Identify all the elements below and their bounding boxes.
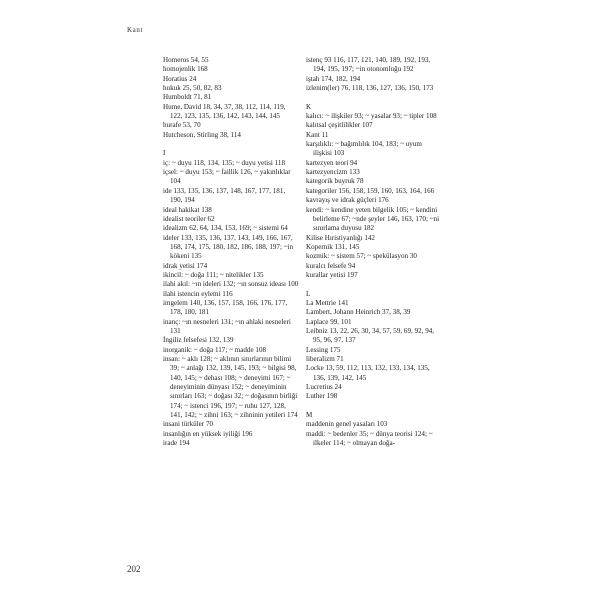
index-entry: karşılıklı: ~ bağımlılık 104, 183; ~ uyum ilişkisi 103 <box>306 140 422 158</box>
index-entry: insan: ~ aklı 128; ~ aklının sınırlarının bilimi 39; ~ anlağı 132, 139, 145, 193; ~ bilgisi 98, 140, 145; ~ dehası 108; ~ deneyimi 167; ~ deneyiminin dünyası 152; ~ deneyiminin sınırları 163; ~ doğası 32; ~ doğasının birliği 174; ~ istenci 196, 197; ~ ruhu 127, 128, 141, 142; ~ zihni 163; ~ zihninin yetileri 174 <box>163 355 298 420</box>
index-entry: ikincil: ~ doğa 111; ~ nitelikler 135 <box>163 270 264 279</box>
index-entry: Horatius 24 <box>163 74 197 83</box>
index-entry: insani türküler 70 <box>163 420 214 429</box>
index-entry: ide 133, 135, 136, 137, 148, 167, 177, 181, 190, 194 <box>163 186 286 205</box>
index-entry: Leibniz 13, 22, 26, 30, 34, 57, 59, 69, 92, 94, 95, 96, 97, 137 <box>306 326 435 345</box>
index-entry: iç: ~ duyu 118, 134, 135; ~ duyu yetisi 118 <box>163 158 286 167</box>
index-entry: kartezyen teori 94 <box>306 158 358 167</box>
index-entry: Lucretius 24 <box>306 383 342 392</box>
index-entry: hurafe 53, 70 <box>163 121 201 130</box>
section-letter: M <box>306 411 313 420</box>
index-entry: Kant 11 <box>306 130 329 139</box>
index-entry: Humboldt 71, 81 <box>163 93 212 102</box>
index-column-right <box>306 56 442 448</box>
index-entry: maddenin genel yasaları 103 <box>306 420 388 429</box>
page-number: 202 <box>127 564 141 574</box>
index-entry: homojenlik 168 <box>163 65 208 74</box>
section-gap <box>306 93 442 102</box>
index-entry: Lambert, Johann Heinrich 37, 38, 39 <box>306 308 411 317</box>
section-letter: L <box>306 289 311 298</box>
section-letter: I <box>163 149 166 158</box>
index-entry: imgelem 140, 136, 157, 158, 166, 176, 177, 178, 180, 181 <box>163 298 288 317</box>
index-entry: idealist teoriler 62 <box>163 214 215 223</box>
index-entry: kavrayış ve idrak güçleri 176 <box>306 196 389 205</box>
index-entry: kalıcı: ~ ilişkiler 93; ~ yasalar 93; ~ tipler 108 <box>306 112 437 121</box>
index-entry: idealizm 62, 64, 134, 153, 169; ~ sistemi 64 <box>163 224 288 233</box>
index-entry: kuralcı felsefe 94 <box>306 261 356 270</box>
index-entry: ideal hakikat 138 <box>163 205 212 214</box>
index-entry: La Mettrie 141 <box>306 298 349 307</box>
index-entry: idrak yetisi 174 <box>163 261 208 270</box>
index-entry: ideler 133, 135, 136, 137, 143, 149, 166, 167, 168, 174, 175, 180, 182, 186, 188, 197; ~in kökeni 135 <box>163 233 294 261</box>
index-entry: Luther 198 <box>306 392 338 401</box>
running-head: Kant <box>127 26 144 34</box>
index-entry: Kilise Hıristiyanlığı 142 <box>306 233 375 242</box>
index-entry: kategorik buyruk 78 <box>306 177 364 186</box>
section-gap <box>306 280 442 289</box>
index-entry: kozmik: ~ sistem 57; ~ spekülasyon 30 <box>306 252 417 261</box>
section-gap <box>163 140 299 149</box>
index-entry: kurallar yetisi 197 <box>306 270 358 279</box>
index-entry: İngiliz felsefesi 132, 139 <box>163 336 234 345</box>
index-entry: izlenim(ler) 76, 118, 136, 127, 136, 150, 173 <box>306 84 434 93</box>
section-gap <box>306 402 442 411</box>
index-entry: Laplace 99, 101 <box>306 317 352 326</box>
index-entry: Homeros 54, 55 <box>163 56 209 64</box>
index-entry: Kopernik 131, 145 <box>306 242 360 251</box>
section-letter: K <box>306 102 312 111</box>
index-entry: inorganik: ~ doğa 117; ~ madde 108 <box>163 345 267 354</box>
index-entry: Lessing 175 <box>306 345 341 354</box>
index-entry: kategoriler 156, 158, 159, 160, 163, 164, 166 <box>306 186 435 195</box>
index-entry: Locke 13, 59, 112, 113, 132, 133, 134, 135, 136, 139, 142, 145 <box>306 364 430 382</box>
index-entry: maddi: ~ bedenler 35; ~ dünya teorisi 124; ~ ilkeler 114; ~ olmayan doğa- <box>306 429 433 448</box>
index-column-left <box>163 56 299 448</box>
index-entry: ilahi akıl: ~ın ideleri 132; ~ın sonsuz ideası 100 <box>163 280 299 289</box>
index-entry: irade 194 <box>163 439 190 448</box>
index-entry: liberalizm 71 <box>306 355 344 363</box>
index-entry: iştah 174, 182, 194 <box>306 74 361 83</box>
index-entry: içsel: ~ duyu 153; ~ faillik 126, ~ yakınlıklar 104 <box>163 168 291 186</box>
index-entry: insanlığın en yüksek iyiliği 196 <box>163 429 253 438</box>
index-entry: ilahi istencin eylemi 116 <box>163 289 233 298</box>
index-entry: inanç: ~ın nesneleri 131; ~ın ahlaki nesneleri 131 <box>163 317 291 335</box>
index-entry: Hume, David 18, 34, 37, 38, 112, 114, 119, 122, 123, 135, 136, 142, 143, 144, 145 <box>163 102 286 121</box>
index-entry: hukuk 25, 50, 82, 83 <box>163 84 222 93</box>
index-entry: kartezyencizm 133 <box>306 168 360 177</box>
index-entry: Hutcheson, Stirling 38, 114 <box>163 130 241 139</box>
index-entry: istenç 93 116, 117, 121, 140, 189, 192, 193, 194, 195, 197; ~in otonomluğu 192 <box>306 56 431 74</box>
index-entry: kalıtsal çeşitlilikler 107 <box>306 121 373 130</box>
index-entry: kendi: ~ kendine yeten bilgelik 105; ~ kendini belirleme 67; ~nde şeyler 146, 163, 170; ~ni sınırlama duyusu 182 <box>306 205 440 233</box>
